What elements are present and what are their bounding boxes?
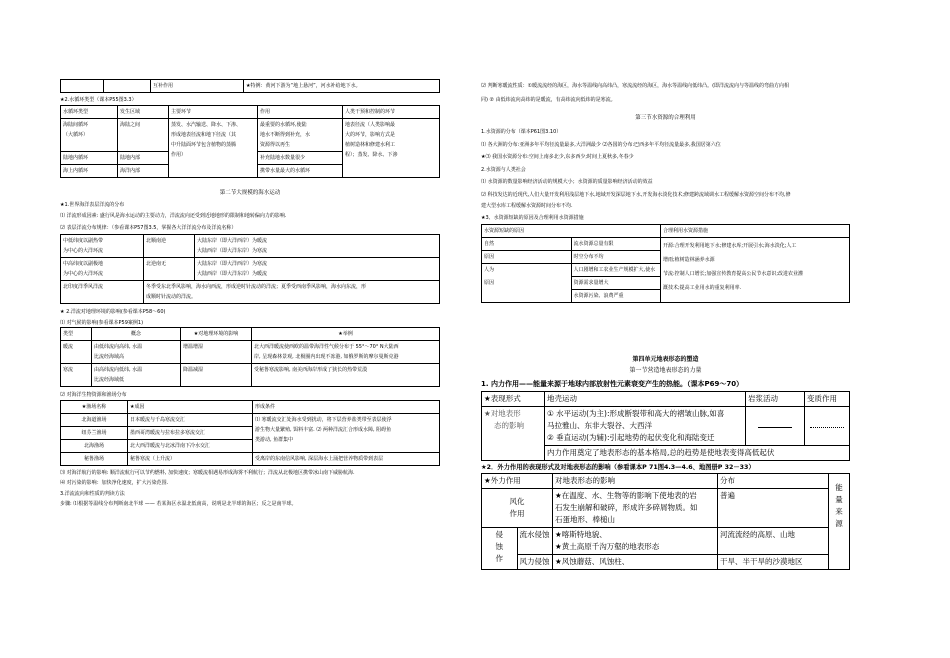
header-cell: 水循环类型	[61, 105, 118, 118]
water-cycle-table	[60, 105, 440, 178]
section-title: 第一节营造地表形态的力量	[629, 367, 702, 374]
table-cell: 增温增湿	[181, 341, 252, 364]
table-row	[61, 452, 440, 465]
outer-force-heading: ★2．外力作用的表现形式及对地表形态的影响（参看课本P 71图4.3—4.6、地图册P 32－33）	[481, 464, 755, 471]
paragraph: 同) ② 由低纬流向高纬的是暖流，有高纬流向低纬的是寒流。	[481, 96, 616, 103]
effect-heading: ★ 2.洋流对地理环境的影响(参看课本P58～60)	[60, 309, 166, 315]
header-cell: 分布	[718, 473, 829, 488]
table-cell: 海洋内部	[118, 164, 169, 177]
header-cell: ★对地理环境的影响	[181, 328, 252, 341]
inner-force-heading: 1. 内力作用——能量来源于地球内部放射性元素衰变产生的热能。（课本P69～70）	[481, 380, 744, 388]
table-header-row	[61, 400, 440, 413]
header-cell: 岩浆活动	[746, 392, 805, 407]
paragraph: ★3、水资源短缺的原因及合理利用水资源措施	[481, 214, 584, 221]
table-row	[61, 258, 440, 281]
table-cell: 海陆之间	[118, 118, 169, 151]
table-cell: 暖流	[61, 341, 92, 364]
table-cell: 人口剧增和工农业生产规模扩大,使水	[571, 264, 661, 277]
fishery-table	[60, 400, 440, 466]
table-cell: 人为	[482, 264, 572, 277]
table-cell: 冬季受东北季风影响，海水向西流，形成逆时针流动的洋流；夏季受西南季风影响，海水向东流，形 成顺时针流动的洋流。	[144, 281, 440, 304]
paragraph: 步骤: ⑴根据等温线分布判断南北半球 —— 若某海区水温北低南高，说明是北半球的海区；反之是南半球。	[60, 501, 297, 507]
right-page	[481, 0, 850, 570]
table-header-row	[482, 473, 850, 488]
table-cell: 大陆东岸（即大洋西岸）为暖流 大陆西岸（即大洋东岸）为寒流	[195, 235, 440, 258]
table-cell: 蒸发、水汽输送、降水、下渗、 形成地表径流和地下径流（其 中升陆面环节包含植物的蒸腾 作用）	[169, 118, 258, 177]
paragraph: ⑴ 各大洲的分布:亚洲多年平均径流量最多,大洋洲最少 ⑵各国的分布:巴西多年平均径流量最多,我国居第六位	[481, 141, 721, 148]
table-row	[61, 80, 440, 93]
table-cell: 原因	[482, 277, 572, 290]
blank-line	[810, 427, 844, 428]
table-row	[482, 527, 850, 554]
table-row	[61, 413, 440, 426]
table-cell: 寒流	[61, 364, 92, 387]
table-cell: 北海渔场	[61, 439, 128, 452]
header-cell: 对地表形态的影响	[553, 473, 718, 488]
header-cell: 作用	[258, 105, 343, 118]
table-header-row	[482, 392, 850, 407]
ocean-paragraph: ⑵ 表层洋流分布规律：（参看课本P57图3.5，掌握各大洋洋流分布及洋流名称）	[60, 224, 237, 231]
left-page	[60, 0, 440, 509]
table-cell: 陆地内循环	[61, 151, 118, 164]
table-header-row	[61, 105, 440, 118]
top-row-table	[60, 79, 440, 93]
table-cell: ① 水平运动(为主):形成断裂带和高大的褶皱山脉,如喜 马拉雅山、东非大裂谷、大西洋 ② 垂直运动(为辅):引起地势的起伏变化和海陆变迁	[545, 407, 746, 446]
table-row	[61, 364, 440, 387]
header-cell: 变质作用	[805, 392, 850, 407]
table-cell: 由低纬流向高纬, 水温 比流经海域高	[92, 341, 181, 364]
header-cell: ★成因	[128, 400, 253, 413]
table-cell: ★喀斯特地貌、 ★黄土高原千沟万壑的地表形态	[553, 527, 718, 554]
climate-heading: ⑴ 对气候的影响(参看课本P59案例1)	[60, 319, 144, 326]
paragraph: ⑵ 判断寒暖流性质：①暖流流经的海区，海水等温线向高纬凸，寒流流经的海区，海水等温线向低纬凸。(即洋流流向与等温线的弯曲方向相	[481, 83, 790, 89]
table-cell: 普遍	[718, 488, 829, 527]
climate-table	[60, 327, 440, 387]
table-cell: 补充陆地水数量很少	[258, 151, 343, 164]
outer-force-table	[481, 473, 850, 570]
table-cell: 干旱、半干旱的沙漠地区	[718, 554, 829, 569]
paragraph: ⑵ 科技发达的近现代,人们大量开发利用浅层地下水,地域开发深层地下水,开发海水淡化技术;修建跨流域调水工程缓解水资源空间分布不均,修	[481, 191, 791, 198]
header-cell: 形成条件	[253, 400, 440, 413]
table-row	[482, 238, 850, 251]
unit-title: 第四单元地表形态的塑造	[632, 356, 699, 363]
table-row	[482, 407, 850, 446]
table-cell: 北大西洋暖流使西欧的温带海洋性气候分布于 55°～70° N大陆西 岸, 呈现森林景观, 北极圈内出现不冻港, 如俄罗斯的摩尔曼斯克港	[252, 341, 440, 364]
table-cell	[805, 407, 850, 446]
table-cell: 携带水量最大的水循环	[258, 164, 343, 177]
table-cell: 北顺南逆	[144, 235, 195, 258]
paragraph: ⑷ 对污染的影响：加快净化速度，扩大污染范围.	[60, 480, 169, 486]
water-shortage-table	[481, 224, 850, 303]
water-cycle-heading: ★2.水循环类型（课本P55图3.3）	[60, 97, 137, 103]
section-title: 第三节水资源的合理利用	[635, 115, 696, 121]
table-cell: 秘鲁寒流（上升流）	[128, 452, 253, 465]
table-cell: ⑴ 寒暖流交汇处海水受到扰动，将下层营养盐类带至表层使浮 游生物大量繁殖, 饵料丰富. ⑵ 两种洋流汇合形成水障, 阻碍鱼 类游动, 鱼群集中	[253, 413, 440, 452]
table-row	[482, 488, 850, 527]
table-cell: 日本暖流与千岛寒流交汇	[128, 413, 253, 426]
header-cell: ★举例	[252, 328, 440, 341]
table-cell: 水资源污染、浪费严重	[571, 290, 661, 303]
table-cell: 时空分布不均	[571, 251, 661, 264]
inner-force-table	[481, 391, 850, 461]
paragraph: ⑴ 水资源的数量影响经济活动的规模大小；水资源的质量影响经济活动的效益	[481, 179, 653, 185]
table-cell: 互补作用	[151, 80, 244, 93]
table-cell: 流水资源总量有限	[571, 238, 661, 251]
table-cell: 开源:合理开发利用地下水;修建水库;开展引水;海水淡化;人工 增雨;植树造林涵养水源 节流:控制人口增长;加强宣传教育提高公民节水意识;改进农业灌 溉技术;提高工业用水的重复利用率.	[661, 238, 850, 303]
table-row	[61, 118, 440, 151]
table-cell: ★风蚀蘑菇、风蚀柱、	[553, 554, 718, 569]
ocean-paragraph: ⑴ 洋流形成因素: 盛行风是海水运动的主要动力，洋流流向还受到近地地形的限制和地转偏向力的影响.	[60, 213, 287, 219]
table-header-row	[61, 328, 440, 341]
table-cell	[482, 290, 572, 303]
table-cell: ★特例：黄河下游为“地上悬河”，河水补给地下水。	[244, 80, 440, 93]
table-row	[61, 341, 440, 364]
blank-line	[758, 427, 792, 428]
table-cell	[746, 407, 805, 446]
paragraph: 3.洋流流向和性质的判读方法	[60, 490, 125, 497]
table-cell: 海陆间循环 （大循环）	[61, 118, 118, 151]
header-cell: 概念	[92, 328, 181, 341]
header-cell: 合理利用水资源措施	[661, 225, 850, 238]
header-cell: 主要环节	[169, 105, 258, 118]
table-cell: 由高纬流向低纬, 水温 比流经海域低	[92, 364, 181, 387]
table-cell: 北逆南无	[144, 258, 195, 281]
table-cell: 陆地内部	[118, 151, 169, 164]
table-row	[61, 281, 440, 304]
table-cell: ★在温度、水、生物等的影响下使地表的岩 石发生崩解和破碎，形成许多碎屑物质。如 石蛋地形、棒槌山	[553, 488, 718, 527]
table-cell: ★对地表形 态的影响	[482, 407, 545, 461]
table-cell: 河流流经的高原、山地	[718, 527, 829, 554]
table-cell: 降温减湿	[181, 364, 252, 387]
table-cell: 受秘鲁寒流影响, 南美西海岸形成了狭长的热带荒漠	[252, 364, 440, 387]
table-cell: 地表径流（人类影响最 大的环节，影响方式是 植树造林和修建水利工 程）；蒸发、降水、下渗	[343, 118, 440, 177]
table-cell	[61, 80, 104, 93]
header-cell: ★表现形式	[482, 392, 545, 407]
paragraph: 2.水资源与人类社会	[481, 166, 526, 173]
table-cell: 原因	[482, 251, 572, 264]
table-cell: 最重要的水循环,使陆 地水不断得到补充，水 资源得以再生	[258, 118, 343, 151]
fish-heading: ⑵ 对海洋生物资源和渔场分布	[60, 392, 127, 398]
header-cell: 发生区域	[118, 105, 169, 118]
table-cell: 北海道渔场	[61, 413, 128, 426]
table-cell: 中低纬度以副热带 为中心的大洋环流	[61, 235, 144, 258]
table-cell: 秘鲁渔场	[61, 452, 128, 465]
paragraph: 建大型水库工程缓解水资源时间分布不均.	[481, 203, 573, 209]
header-cell: ★外力作用	[482, 473, 553, 488]
table-cell: 大陆东岸（即大洋西岸）为寒流 大陆西岸（即大洋东岸）为暖流	[195, 258, 440, 281]
table-cell: 资源需求量增大	[571, 277, 661, 290]
table-cell: 风力侵蚀	[517, 554, 553, 569]
table-cell	[104, 80, 151, 93]
table-cell: 中高纬度以副极地 为中心的大洋环流	[61, 258, 144, 281]
paragraph: ★⑶ 我国水资源分布:空间上南多北少,东多西少;时间上夏秋多,冬春少	[481, 154, 634, 160]
energy-source-cell: 能 量 来 源	[829, 473, 850, 569]
header-cell: 地壳运动	[545, 392, 746, 407]
paragraph: ⑶ 对海洋航行的影响: 顺洋流航行可以节约燃料, 加快速度；寒暖流相遇易形成海雾不利航行；洋流从北极地区携带冰山南下威胁航海.	[60, 469, 355, 476]
table-cell: 流水侵蚀	[517, 527, 553, 554]
table-cell: 内力作用奠定了地表形态的基本格局,总的趋势是使地表变得高低起伏	[545, 446, 850, 461]
table-cell: 海上内循环	[61, 164, 118, 177]
header-cell: 水资源短缺的原因	[482, 225, 661, 238]
table-header-row	[482, 225, 850, 238]
table-cell: 侵 蚀 作	[482, 527, 518, 569]
table-row	[61, 235, 440, 258]
header-cell: 人类干预和控制的环节	[343, 105, 440, 118]
section-title: 第二节大规模的海水运动	[219, 189, 281, 196]
table-row	[482, 554, 850, 569]
table-cell: 墨西哥湾暖流与拉布拉多寒流交汇	[128, 426, 253, 439]
table-cell: 风化 作用	[482, 488, 553, 527]
table-cell: 受离岸的东南信风影响, 深层海水上涌把营养物质带到表层	[253, 452, 440, 465]
current-distribution-table	[60, 234, 440, 304]
header-cell: ★渔场名称	[61, 400, 128, 413]
paragraph: 1.水资源的分布（课本P61图3.10）	[481, 129, 562, 135]
header-cell: 类型	[61, 328, 92, 341]
ocean-heading: ★1.世界海洋表层洋流的分布	[60, 201, 125, 208]
table-cell: 北印度洋季风洋流	[61, 281, 144, 304]
table-cell: 纽芬兰渔场	[61, 426, 128, 439]
table-cell: 北大西洋暖流与北冰洋南下冷水交汇	[128, 439, 253, 452]
table-cell: 自然	[482, 238, 572, 251]
